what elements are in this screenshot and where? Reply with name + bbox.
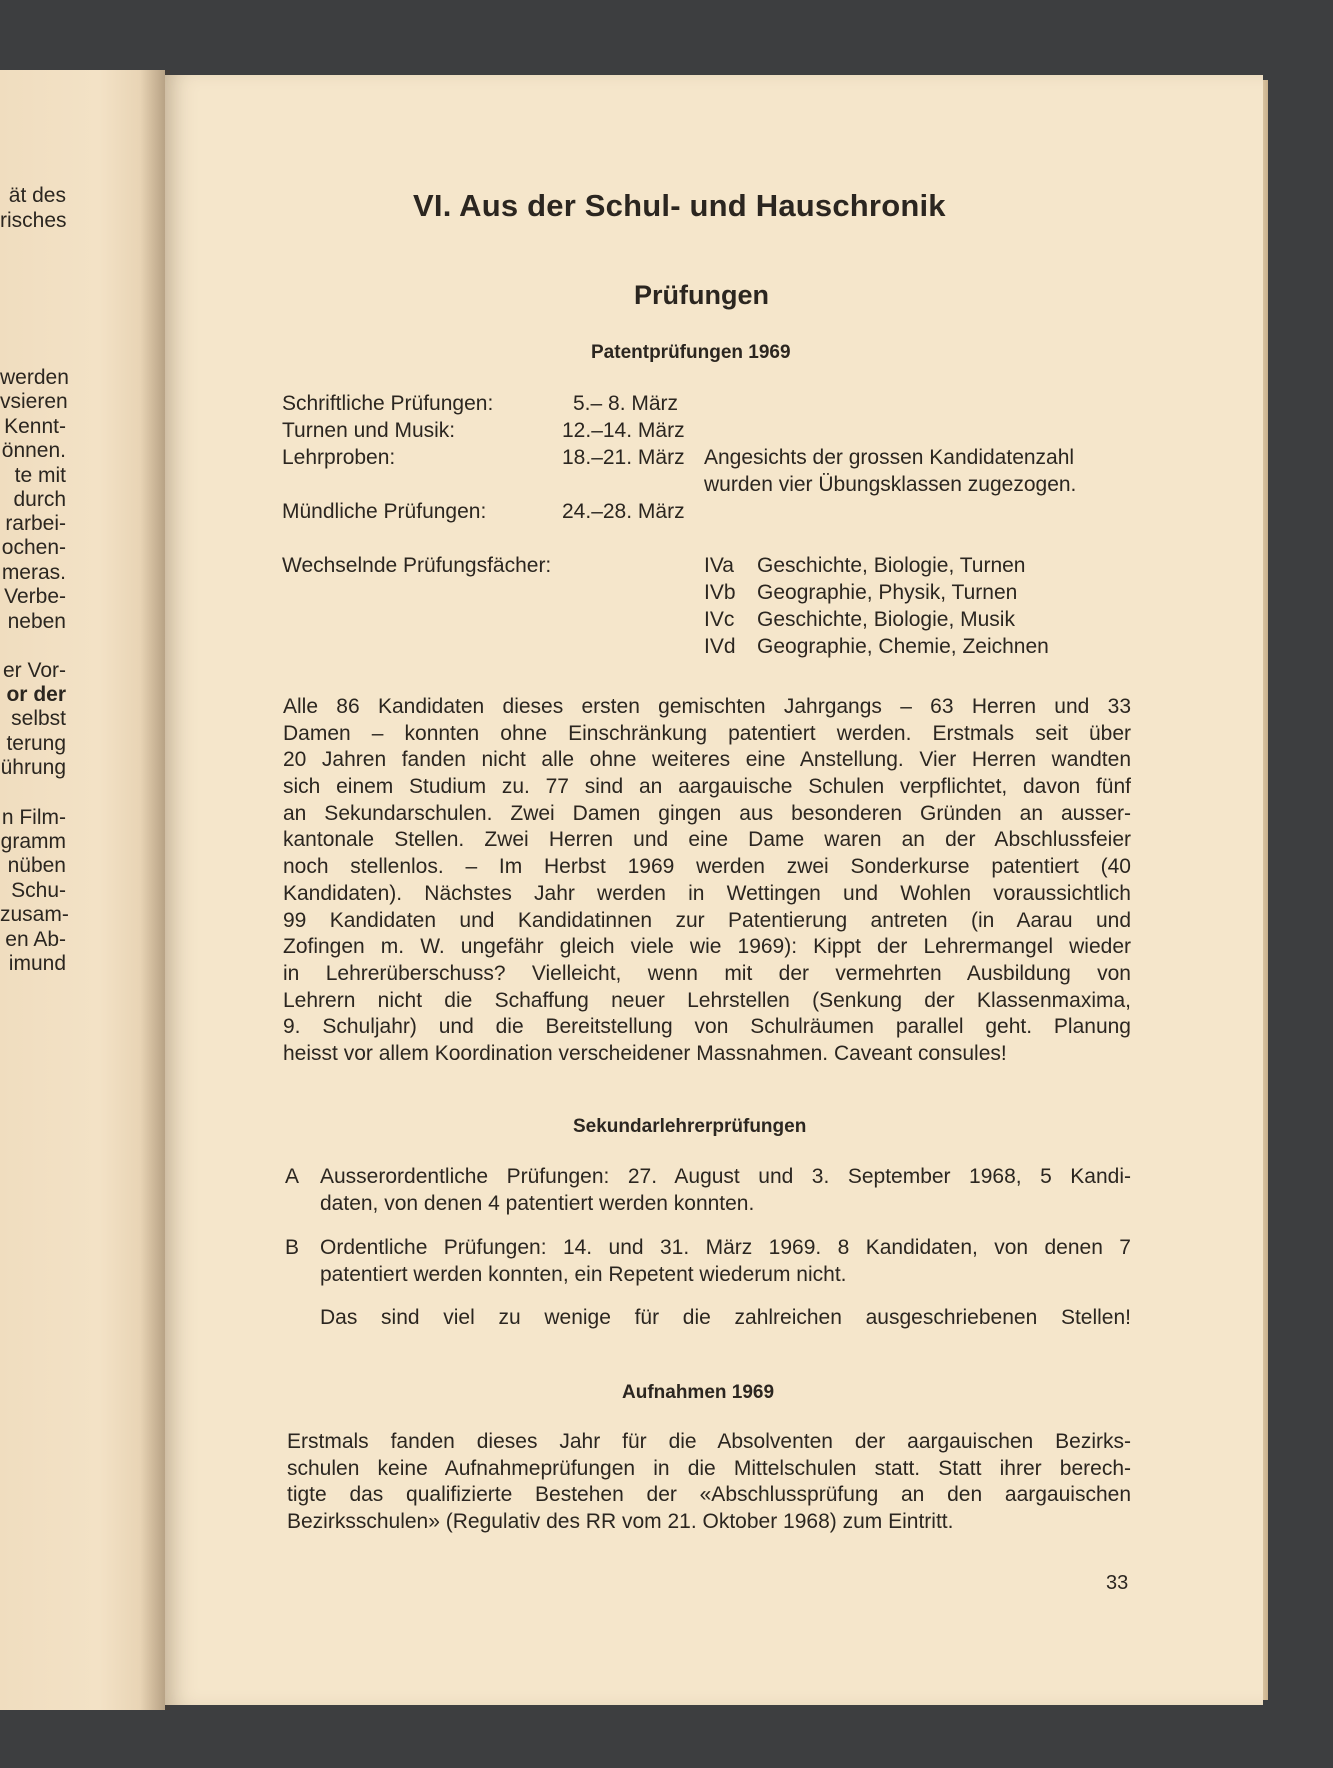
page-number: 33 (1106, 1572, 1129, 1594)
left-text-fragment: ochen- (1, 536, 66, 559)
left-text-fragment: Schu- (11, 879, 66, 902)
left-text-fragment: gramm (0, 830, 66, 853)
subjects-table (704, 552, 1049, 660)
left-text-fragment: ät des (8, 184, 66, 207)
schedule-label: Mündliche Prüfungen: (282, 500, 487, 523)
subject-row: IVd Geographie, Chemie, Zeichnen (704, 635, 1049, 658)
left-text-fragment: er Vor- (2, 659, 66, 682)
text-line: heisst vor allem Koordination verscheidener Massnahmen. Caveant consules! (283, 1041, 1007, 1065)
sekundar-remark: Das sind viel zu wenige für die zahlreichen ausgeschriebenen Stellen! (320, 1306, 1131, 1329)
aufnahmen-heading: Aufnahmen 1969 (622, 1382, 775, 1403)
text-line: 9. Schuljahr) und die Bereitstellung von Schulräumen parallel geht. Planung (283, 1015, 1131, 1039)
left-text-fragment: nüben (7, 854, 66, 877)
left-text-fragment: selbst (11, 707, 66, 730)
sekundar-heading: Sekundarlehrerprüfungen (573, 1116, 807, 1137)
left-text-fragment: zusam- (0, 903, 69, 926)
text-line: sich einem Studium zu. 77 sind an aargauische Schulen verpflichtet, davon fünf (283, 775, 1131, 799)
text-line: tigte das qualifizierte Bestehen der «Abschlussprüfung an den aargauischen (287, 1483, 1131, 1507)
text-line: daten, von denen 4 patentiert werden konnten. (320, 1191, 755, 1215)
list-item (320, 1164, 1131, 1217)
text-line: Ordentliche Prüfungen: 14. und 31. März 1969. 8 Kandidaten, von denen 7 (320, 1236, 1131, 1259)
schedule-label: Schriftliche Prüfungen: (282, 392, 494, 415)
list-marker: B (285, 1236, 300, 1259)
text-line: Lehrern nicht die Schaffung neuer Lehrstellen (Senkung der Klassenmaxima, (283, 988, 1131, 1012)
text-line: patentiert werden konnten, ein Repetent wiederum nicht. (320, 1262, 847, 1286)
text-line: Zofingen m. W. ungefähr gleich viele wie 1969): Kippt der Lehrermangel wieder (283, 935, 1131, 959)
text-line: Erstmals fanden dieses Jahr für die Absolventen der aargauischen Bezirks- (287, 1430, 1131, 1453)
subject-row: IVa Geschichte, Biologie, Turnen (704, 554, 1026, 577)
left-text-fragment: neben (7, 610, 66, 633)
left-text-fragment: te mit (14, 464, 66, 487)
text-line: 99 Kandidaten und Kandidatinnen zur Patentierung antreten (in Aarau und (283, 908, 1131, 932)
patent-paragraph (283, 694, 1131, 1068)
left-text-fragment: ührung (0, 756, 66, 779)
text-line: noch stellenlos. – Im Herbst 1969 werden zwei Sonderkurse patentiert (40 (283, 855, 1131, 879)
schedule-date: 24.–28. März (562, 500, 685, 523)
left-text-fragment: rarbei- (5, 512, 66, 535)
subject-row: IVb Geographie, Physik, Turnen (704, 581, 1018, 604)
left-text-fragment: en Ab- (5, 928, 66, 951)
schedule-date: 5.– 8. März (573, 392, 679, 415)
list-item (320, 1235, 1131, 1288)
aufnahmen-paragraph (287, 1429, 1131, 1536)
patent-heading: Patentprüfungen 1969 (591, 342, 791, 363)
schedule-date: 12.–14. März (562, 419, 685, 442)
section-title: Prüfungen (634, 280, 769, 310)
text-line: in Lehrerüberschuss? Vielleicht, wenn mit der vermehrten Ausbildung von (283, 961, 1131, 985)
text-line: Ausserordentliche Prüfungen: 27. August und 3. September 1968, 5 Kandi- (320, 1165, 1131, 1188)
left-text-fragment: durch (13, 488, 66, 511)
list-marker: A (285, 1165, 300, 1188)
text-line: schulen keine Aufnahmeprüfungen in die Mittelschulen statt. Statt ihrer berech- (287, 1456, 1131, 1480)
left-text-fragment: vsieren (0, 390, 68, 413)
subjects-label: Wechselnde Prüfungsfächer: (282, 554, 552, 577)
left-text-fragment: n Film- (1, 806, 66, 829)
schedule-label: Lehrproben: (282, 446, 396, 469)
text-line: Kandidaten). Nächstes Jahr werden in Wettingen und Wohlen voraussichtlich (283, 881, 1131, 905)
text-line: Bezirksschulen» (Regulativ des RR vom 21. Oktober 1968) zum Eintritt. (287, 1510, 954, 1534)
text-line: Damen – konnten ohne Einschränkung patentiert werden. Erstmals seit über (283, 721, 1131, 745)
schedule-label: Turnen und Musik: (282, 419, 456, 442)
text-line: kantonale Stellen. Zwei Herren und eine Dame waren an der Abschlussfeier (283, 828, 1131, 852)
schedule-note: wurden vier Übungsklassen zugezogen. (704, 473, 1077, 496)
left-text-fragment: terung (6, 732, 66, 755)
schedule-date: 18.–21. März (562, 446, 685, 469)
left-text-fragment: meras. (1, 561, 66, 584)
text-line: an Sekundarschulen. Zwei Damen gingen aus besonderen Gründen an ausser- (283, 801, 1131, 825)
schedule-note: Angesichts der grossen Kandidatenzahl (704, 446, 1075, 469)
chapter-title: VI. Aus der Schul- und Hauschronik (413, 188, 946, 223)
left-text-fragment: risches (0, 209, 67, 232)
text-line: Alle 86 Kandidaten dieses ersten gemischten Jahrgangs – 63 Herren und 33 (283, 695, 1131, 718)
left-text-fragment: Kennt- (4, 415, 66, 438)
left-text-fragment: önnen. (1, 439, 66, 462)
left-text-fragment: werden (0, 366, 69, 389)
text-line: 20 Jahren fanden nicht alle ohne weiteres eine Anstellung. Vier Herren wandten (283, 748, 1131, 772)
left-text-fragment: or der (6, 683, 66, 706)
left-text-fragment: Verbe- (4, 585, 66, 608)
left-text-fragment: imund (8, 952, 66, 975)
subject-row: IVc Geschichte, Biologie, Musik (704, 608, 1015, 631)
